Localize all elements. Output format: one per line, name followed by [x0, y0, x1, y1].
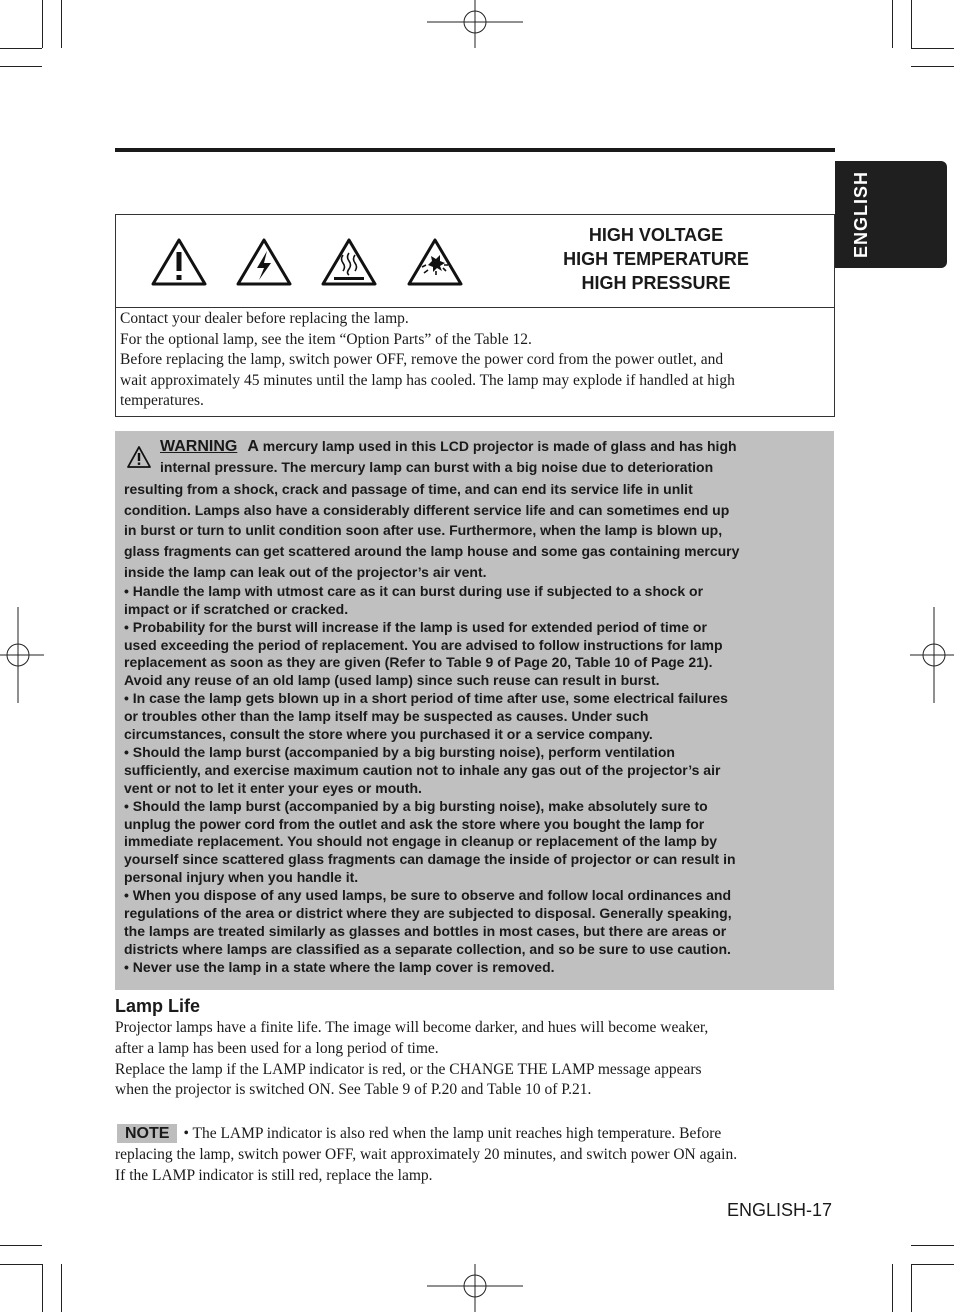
warning-line: impact or if scratched or cracked. — [124, 600, 349, 617]
warning-intro — [124, 479, 830, 583]
warning-line: regulations of the area or district where they are subjected to disposal. Generally speaking, — [124, 905, 732, 922]
paragraph-line: after a lamp has been used for a long period of time. — [115, 1039, 439, 1057]
hot-surface-icon — [320, 237, 378, 287]
registration-mark-icon — [427, 0, 523, 48]
warning-text — [124, 438, 830, 977]
warning-line: resulting from a shock, crack and passage of time, and can end its service life in unlit — [124, 480, 693, 497]
warning-line: personal injury when you handle it. — [124, 869, 359, 886]
warning-line: yourself since scattered glass fragments can damage the inside of projector or can result in — [124, 851, 736, 868]
crop-mark — [911, 1264, 954, 1265]
crop-mark — [911, 1264, 912, 1312]
warning-label: WARNING — [160, 438, 238, 455]
crop-mark — [61, 1264, 62, 1312]
warning-lead — [124, 438, 830, 456]
warning-line: or troubles other than the lamp itself may be suspected as causes. Under such — [124, 708, 649, 725]
warning-line: glass fragments can get scattered around the lamp house and some gas containing mercury — [124, 543, 740, 560]
header-rule — [115, 148, 835, 152]
hazard-titles — [528, 223, 784, 295]
warning-line: • Should the lamp burst (accompanied by a big bursting noise), perform ventilation — [124, 743, 675, 760]
hazard-line: Contact your dealer before replacing the lamp. — [120, 310, 409, 327]
note-line: replacing the lamp, switch power OFF, wait approximately 20 minutes, and switch power ON again. — [115, 1146, 738, 1163]
crop-mark — [0, 66, 42, 67]
crop-mark — [0, 48, 42, 49]
registration-mark-icon — [0, 607, 44, 703]
crop-mark — [892, 1264, 893, 1312]
warning-line: Avoid any reuse of an old lamp (used lamp) since such reuse can result in burst. — [124, 672, 660, 689]
hazard-header — [116, 215, 834, 308]
crop-mark — [911, 1245, 954, 1246]
registration-mark-icon — [910, 607, 954, 703]
electric-shock-icon — [235, 237, 293, 287]
warning-line: • In case the lamp gets blown up in a short period of time after use, some electrical failures — [124, 690, 728, 707]
note-line: • The LAMP indicator is also red when the lamp unit reaches high temperature. Before — [183, 1125, 722, 1142]
language-tab — [835, 161, 947, 268]
registration-mark-icon — [427, 1264, 523, 1312]
hazard-line: Before replacing the lamp, switch power OFF, remove the power cord from the power outlet, and — [120, 351, 724, 368]
crop-mark — [911, 0, 912, 48]
exclamation-warning-icon — [150, 237, 208, 287]
page-number: ENGLISH-17 — [726, 1200, 832, 1220]
warning-box — [115, 431, 834, 990]
paragraph-line: Replace the lamp if the LAMP indicator is red, or the CHANGE THE LAMP message appears — [115, 1060, 702, 1078]
warning-line: replacement as soon as they are given (Refer to Table 9 of Page 20, Table 10 of Page 21). — [124, 654, 713, 671]
warning-line: used exceeding the period of replacement. You are advised to follow instructions for lamp — [124, 636, 723, 653]
warning-line: vent or not to let it enter your eyes or mouth. — [124, 779, 422, 796]
note-block — [115, 1123, 840, 1186]
hazard-title: HIGH VOLTAGE — [588, 225, 724, 245]
paragraph-line: when the projector is switched ON. See Table 9 of P.20 and Table 10 of P.21. — [115, 1081, 592, 1099]
note-badge: NOTE — [117, 1124, 177, 1143]
warning-line: districts where lamps are classified as a separate collection, and so be sure to use caution. — [124, 940, 731, 957]
warning-line: circumstances, consult the store where you purchased it or a service company. — [124, 726, 653, 743]
hazard-instructions — [120, 309, 832, 412]
hazard-title: HIGH PRESSURE — [581, 273, 731, 293]
hazard-line: temperatures. — [120, 392, 204, 409]
warning-lead-initial: A — [247, 438, 259, 455]
explosion-icon — [406, 237, 464, 287]
warning-line: • When you dispose of any used lamps, be sure to observe and follow local ordinances and — [124, 887, 732, 904]
hazard-line: wait approximately 45 minutes until the lamp has cooled. The lamp may explode if handled at high — [120, 371, 735, 389]
crop-mark — [42, 1264, 43, 1312]
hazard-title: HIGH TEMPERATURE — [563, 249, 749, 269]
hazard-box — [115, 214, 835, 417]
crop-mark — [0, 1245, 42, 1246]
warning-line: immediate replacement. You should not engage in cleanup or replacement of the lamp by — [124, 833, 718, 850]
warning-line: internal pressure. The mercury lamp can burst with a big noise due to deterioration — [160, 458, 714, 475]
warning-line: inside the lamp can leak out of the projector’s air vent. — [124, 564, 487, 580]
warning-line: • Should the lamp burst (accompanied by a big bursting noise), make absolutely sure to — [124, 797, 708, 814]
warning-line: • Handle the lamp with utmost care as it can burst during use if subjected to a shock or — [124, 582, 704, 599]
hazard-line: For the optional lamp, see the item “Option Parts” of the Table 12. — [120, 330, 532, 348]
warning-bullets — [124, 583, 830, 977]
lamp-life-text — [115, 1018, 835, 1101]
warning-line: • Probability for the burst will increase if the lamp is used for extended period of time or — [124, 618, 707, 635]
note-line: If the LAMP indicator is still red, replace the lamp. — [115, 1167, 433, 1184]
section-title: Lamp Life — [115, 996, 201, 1016]
warning-line: unplug the power cord from the outlet and ask the store where you bought the lamp for — [124, 815, 705, 832]
note-first-line — [115, 1123, 840, 1144]
warning-line: sufficiently, and exercise maximum caution not to inhale any gas out of the projector’s air — [124, 761, 721, 778]
warning-lead-rest: mercury lamp used in this LCD projector is made of glass and has high — [258, 438, 737, 454]
language-tab-label: ENGLISH — [851, 171, 871, 259]
warning-line: the lamps are treated similarly as glasses and bottles in most cases, but there are areas or — [124, 923, 727, 940]
crop-mark — [911, 66, 954, 67]
crop-mark — [42, 0, 43, 48]
crop-mark — [0, 1264, 42, 1265]
warning-line: condition. Lamps also have a considerably different service life and can sometimes end up — [124, 501, 730, 518]
warning-line: • Never use the lamp in a state where the lamp cover is removed. — [124, 958, 555, 975]
crop-mark — [61, 0, 62, 48]
crop-mark — [892, 0, 893, 48]
paragraph-line: Projector lamps have a finite life. The image will become darker, and hues will become weaker, — [115, 1019, 709, 1036]
warning-line: in burst or turn to unlit condition soon after use. Furthermore, when the lamp is blown up, — [124, 522, 723, 539]
crop-mark — [911, 48, 954, 49]
